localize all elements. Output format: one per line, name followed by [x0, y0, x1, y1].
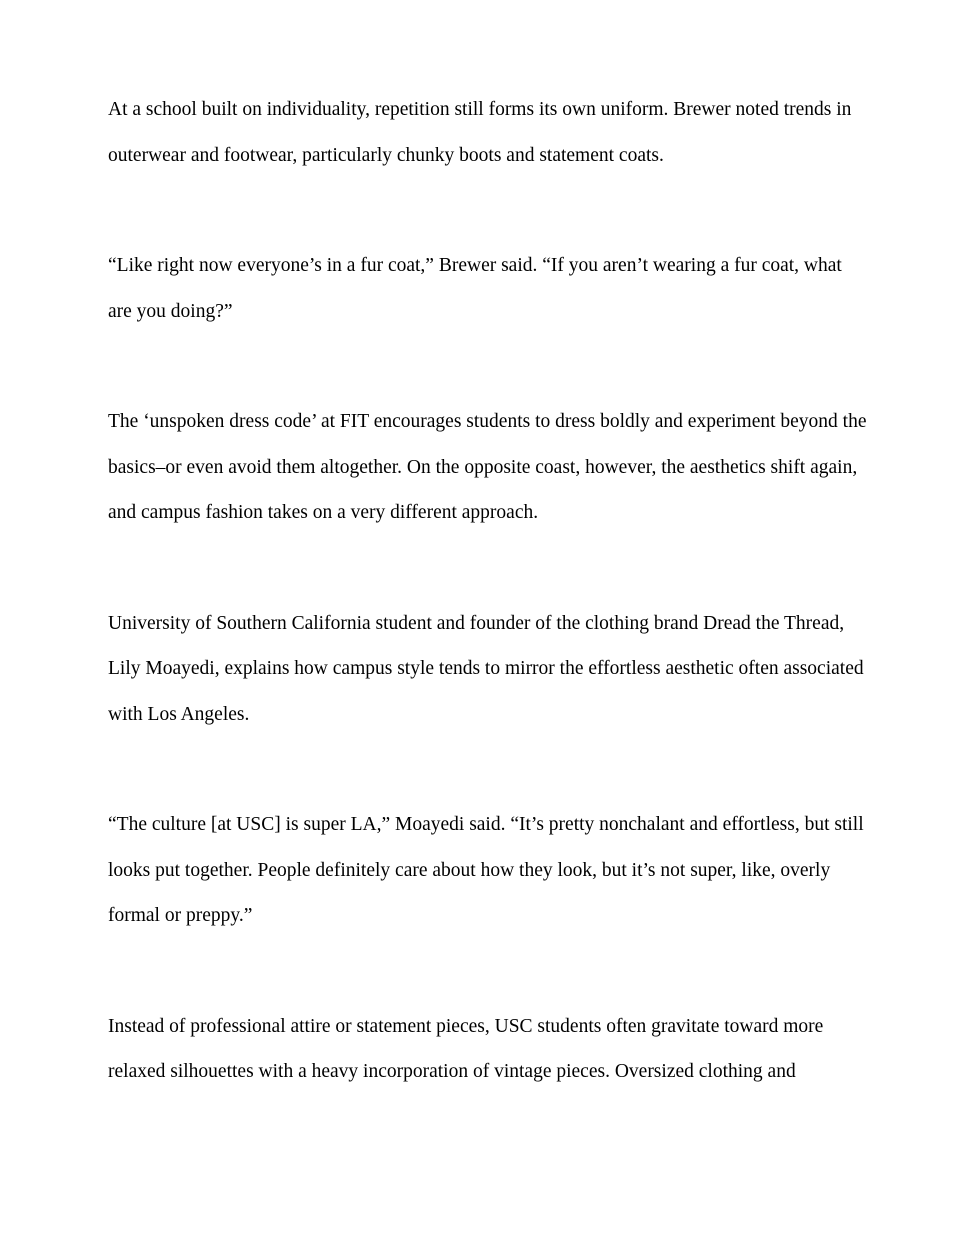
text-line: outerwear and footwear, particularly chunky boots and statement coats. — [108, 144, 664, 166]
paragraph — [108, 1004, 883, 1095]
text-line: relaxed silhouettes with a heavy incorporation of vintage pieces. Oversized clothing and — [108, 1061, 796, 1082]
text-line: University of Southern California student and founder of the clothing brand Dread the Thread, — [108, 612, 845, 634]
text-line: are you doing?” — [108, 300, 233, 322]
text-line: and campus fashion takes on a very different approach. — [108, 502, 539, 523]
text-line: formal or preppy.” — [108, 905, 253, 926]
paragraph — [108, 802, 883, 939]
text-line: basics–or even avoid them altogether. On the opposite coast, however, the aesthetics shift again, — [108, 456, 858, 478]
text-line: Lily Moayedi, explains how campus style tends to mirror the effortless aesthetic often associated — [108, 658, 864, 679]
text-line: At a school built on individuality, repetition still forms its own uniform. Brewer noted trends in — [108, 99, 852, 120]
text-line: The ‘unspoken dress code’ at FIT encourages students to dress boldly and experiment beyond the — [108, 411, 867, 432]
text-line: “The culture [at USC] is super LA,” Moayedi said. “It’s pretty nonchalant and effortless, but still — [108, 814, 864, 835]
text-line: Instead of professional attire or statement pieces, USC students often gravitate toward more — [108, 1015, 824, 1037]
paragraph — [108, 87, 883, 178]
paragraph — [108, 399, 883, 536]
paragraph — [108, 601, 883, 738]
paragraph — [108, 243, 883, 334]
document-body — [108, 87, 883, 1160]
text-line: with Los Angeles. — [108, 703, 250, 725]
text-line: looks put together. People definitely care about how they look, but it’s not super, like, overly — [108, 859, 831, 881]
text-line: “Like right now everyone’s in a fur coat,” Brewer said. “If you aren’t wearing a fur coat, what — [108, 255, 842, 276]
